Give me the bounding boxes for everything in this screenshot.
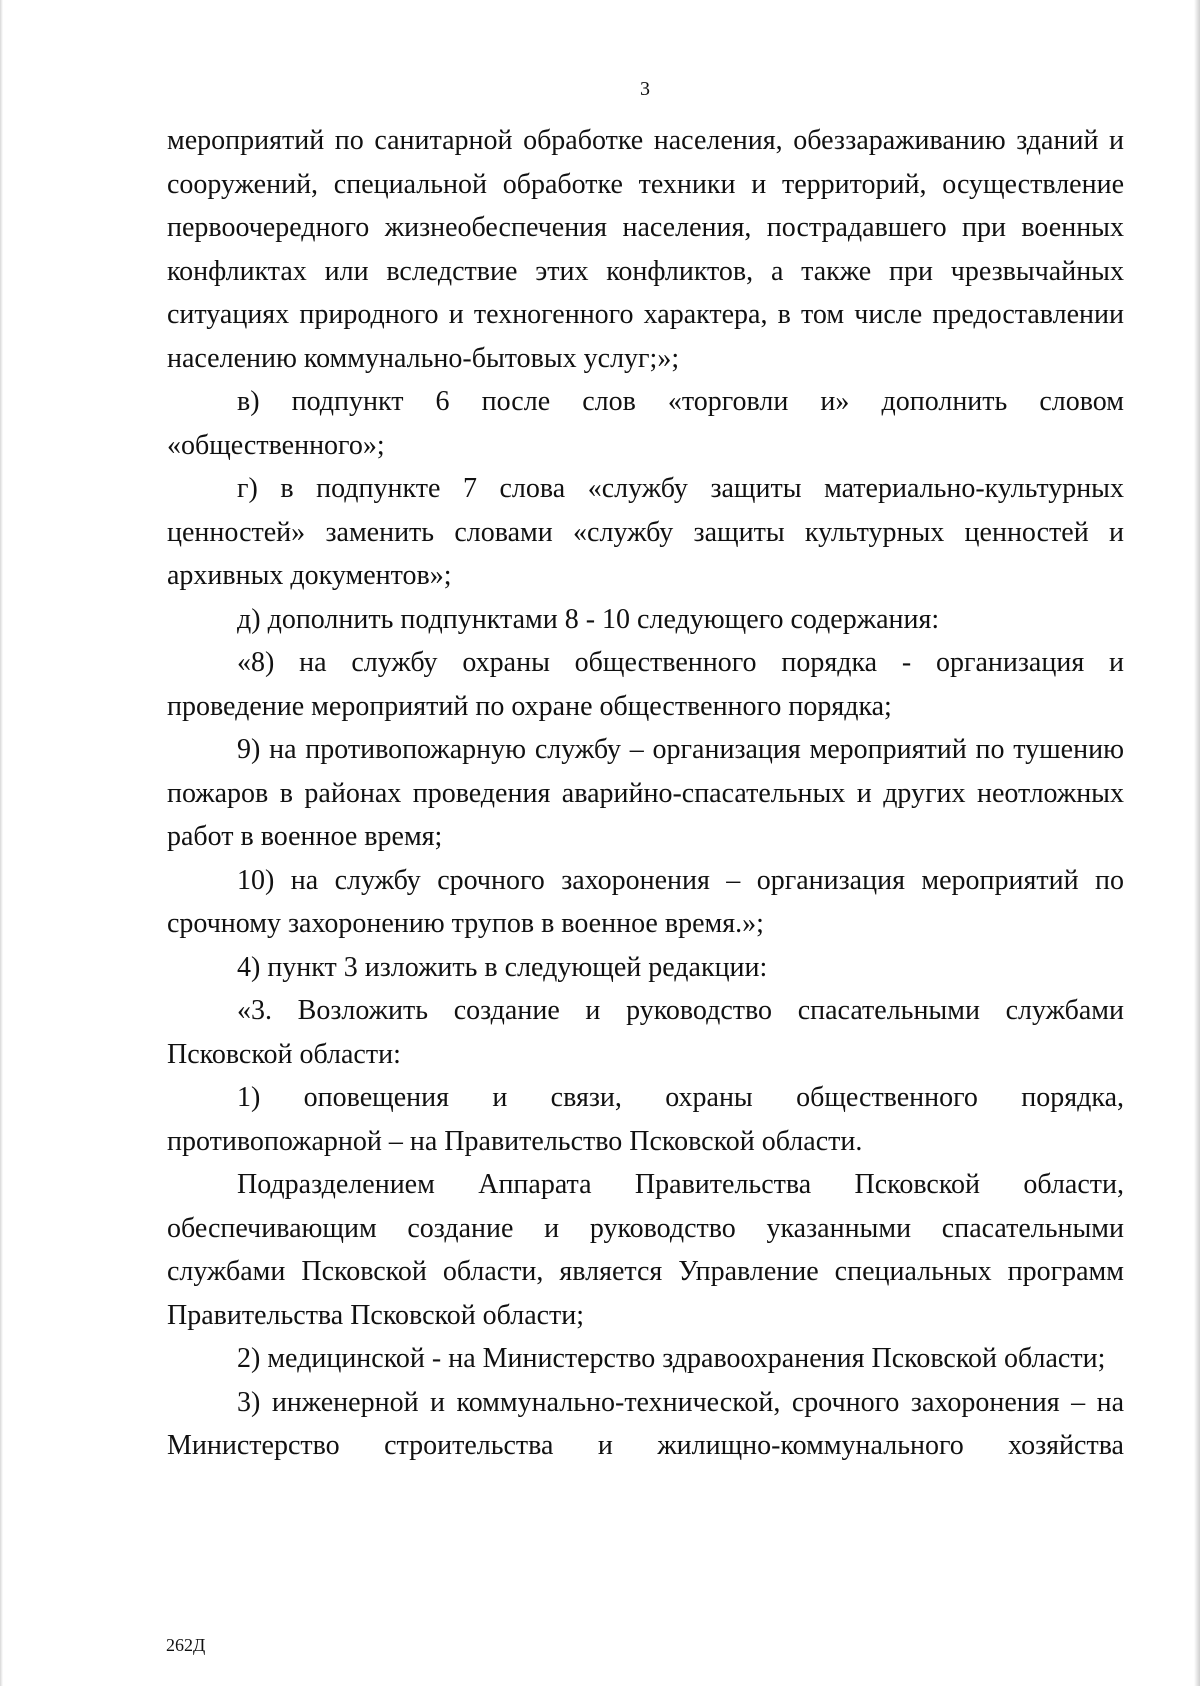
paragraph-subitem-8: «8) на службу охраны общественного порядка - организация и проведение мероприятий по охране общественного порядка; [167,647,1124,722]
footer-document-code: 262Д [166,1635,206,1655]
paragraph-item-v: в) подпункт 6 после слов «торговли и» дополнить словом «общественного»; [167,386,1124,461]
paragraph-item-g: г) в подпункте 7 слова «службу защиты материально-культурных ценностей» заменить словами «службу защиты культурных ценностей и архивных документов»; [167,473,1124,591]
paragraph-point-3-item-1: 1) оповещения и связи, охраны общественного порядка, противопожарной – на Правительство Псковской области. [167,1082,1124,1157]
paragraph-point-3-item-2: 2) медицинской - на Министерство здравоохранения Псковской области; [237,1343,1106,1374]
paragraph-point-4: 4) пункт 3 изложить в следующей редакции: [237,951,768,983]
paragraph-subitem-9: 9) на противопожарную службу – организация мероприятий по тушению пожаров в районах проведения аварийно-спасательных и других неотложных работ в военное время; [167,734,1124,852]
document-body [167,119,1124,1468]
paragraph-subdivision: Подразделением Аппарата Правительства Псковской области, обеспечивающим создание и руководство указанными спасательными службами Псковской области, является Управление специальных программ Правительства Псковской области; [167,1169,1124,1331]
paragraph-point-3-intro: «3. Возложить создание и руководство спасательными службами Псковской области: [167,995,1124,1070]
scan-edge-left [0,0,3,1686]
paragraph-continuation: мероприятий по санитарной обработке населения, обеззараживанию зданий и сооружений, специальной обработке техники и территорий, осуществление первоочередного жизнеобеспечения населения, пострадавшего при военных конфликтах или вследствие этих конфликтов, а также при чрезвычайных ситуациях природного и техногенного характера, в том числе предоставлении населению коммунально-бытовых услуг;»; [167,125,1124,374]
page-number: 3 [640,78,650,100]
scan-edge-right [1194,0,1200,1686]
paragraph-point-3-item-3: 3) инженерной и коммунально-технической, срочного захоронения – на Министерство строительства и жилищно-коммунального хозяйства [167,1386,1124,1461]
paragraph-item-d: д) дополнить подпунктами 8 - 10 следующего содержания: [237,603,940,635]
paragraph-subitem-10: 10) на службу срочного захоронения – организация мероприятий по срочному захоронению трупов в военное время.»; [167,864,1124,939]
